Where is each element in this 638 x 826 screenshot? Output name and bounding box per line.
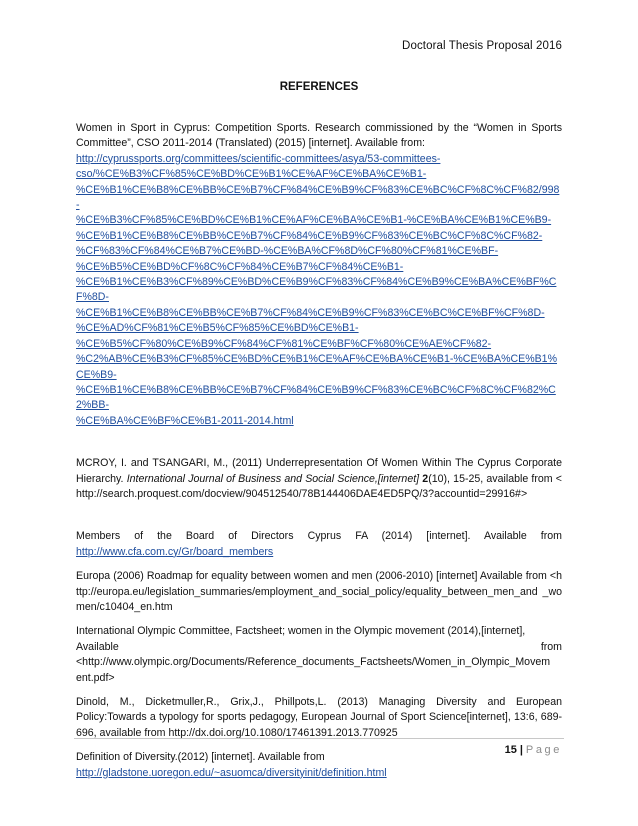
reference-europa-roadmap <box>76 569 562 615</box>
reference-line: <http://www.olympic.org/Documents/Reference_documents_Factsheets/Women_in_Olympic_Movem <box>76 656 551 669</box>
link-line: cso/%CE%B3%CF%85%CE%BD%CE%B1%CE%AF%CE%BA%CE%B1- <box>76 168 427 181</box>
reference-authors: MCROY, I. and TSANGARI, M., (2011) Underrepresentation Of Women Within The Cyprus Corporate Hierarchy. <box>76 457 562 485</box>
reference-text: Europa (2006) Roadmap for equality between women and men (2006-2010) [internet] Available from <http://europa.eu/legislation_summaries/employment_and_social_policy/equality_between_men_and _women/c10404_en.htm <box>76 570 562 613</box>
reference-link[interactable]: http://www.cfa.com.cy/Gr/board_members <box>76 545 274 558</box>
reference-women-in-sport-cyprus <box>76 121 562 429</box>
link-line: %CE%B1%CE%B8%CE%BB%CE%B7%CF%84%CE%B9%CF%83%CE%BC%CF%8C%CF%82/998- <box>76 183 560 212</box>
link-line: %C2%AB%CE%B3%CF%85%CE%BD%CE%B1%CE%AF%CE%BA%CE%B1-%CE%BA%CE%B1%CE%B9- <box>76 353 557 381</box>
link-line: %CE%BA%CE%BF%CE%B1-2011-2014.html <box>76 414 294 427</box>
reference-ioc-factsheet <box>76 624 562 686</box>
reference-mcroy-tsangari <box>76 456 562 502</box>
link-line: %CE%B1%CE%B3%CF%89%CE%BD%CE%B9%CF%83%CF%84%CE%B9%CE%BA%CE%BF%CF%8D- <box>76 276 557 304</box>
page-header: Doctoral Thesis Proposal 2016 <box>402 40 562 52</box>
reference-text: Dinold, M., Dicketmuller,R., Grix,J., Phillpots,L. (2013) Managing Diversity and European Policy:Towards a typology for sports pedagogy, European Journal of Sport Science[internet], 13:6, 689-696, available from http://dx.doi.org/10.1080/17461391.2013.770925 <box>76 696 562 739</box>
link-line: http://cyprussports.org/committees/scientific-committees/asya/53-committees- <box>76 152 441 165</box>
reference-dinold <box>76 695 562 741</box>
references-heading: REFERENCES <box>279 81 359 93</box>
link-line: %CE%B5%CF%80%CE%B9%CF%84%CF%81%CE%BF%CF%80%CE%AE%CF%82- <box>76 337 492 350</box>
reference-text: Definition of Diversity.(2012) [internet]. Available from <box>76 751 325 764</box>
link-line: %CE%B1%CE%B8%CE%BB%CE%B7%CF%84%CE%B9%CF%83%CE%BC%CE%BF%CF%8D- <box>76 306 545 319</box>
page-number: 15 <box>504 744 517 756</box>
reference-details: (10), 15-25, available from <http://search.proquest.com/docview/904512540/78B144406DAE4ED5PQ/3?accountid=29916#> <box>76 472 562 500</box>
footer-divider <box>74 738 564 739</box>
reference-text: Women in Sport in Cyprus: Competition Sports. Research commissioned by the “Women in Sports Committee”, CSO 2011-2014 (Translated) (2015) [internet]. Available from: <box>76 122 562 150</box>
reference-text <box>76 456 562 502</box>
link-line: %CE%B1%CE%B8%CE%BB%CE%B7%CF%84%CE%B9%CF%83%CE%BC%CF%8C%CF%82- <box>76 229 543 242</box>
available-label: Available <box>76 640 119 653</box>
link-line: %CE%B1%CE%B8%CE%BB%CE%B7%CF%84%CE%B9%CF%83%CE%BC%CF%8C%CF%82%C2%BB- <box>76 383 556 412</box>
reference-line: ent.pdf> <box>76 671 115 684</box>
reference-cyprus-fa <box>76 529 562 560</box>
reference-line <box>76 640 562 655</box>
reference-text: Members of the Board of Directors Cyprus FA (2014) [internet]. Available from <box>76 530 562 543</box>
reference-link[interactable] <box>76 152 562 429</box>
link-line: %CE%B5%CE%BD%CF%8C%CF%84%CE%B7%CF%84%CE%B1- <box>76 260 404 273</box>
link-line: %CE%B3%CF%85%CE%BD%CE%B1%CE%AF%CE%BA%CE%B1-%CE%BA%CE%B1%CE%B9- <box>76 214 552 227</box>
reference-link[interactable]: http://gladstone.uoregon.edu/~asuomca/diversityinit/definition.html <box>76 766 387 779</box>
journal-title: International Journal of Business and Social Science,[internet] <box>126 472 420 485</box>
page-label: Page <box>525 744 562 756</box>
reference-line: International Olympic Committee, Factsheet; women in the Olympic movement (2014),[internet], <box>76 625 526 638</box>
journal-volume: 2 <box>419 472 429 485</box>
reference-definition-diversity <box>76 750 562 781</box>
references-list <box>76 121 562 781</box>
page-footer <box>505 744 562 756</box>
link-line: %CF%83%CF%84%CE%B7%CE%BD-%CE%BA%CF%8D%CF%80%CF%81%CE%BF- <box>76 245 499 258</box>
footer-separator: | <box>519 744 523 756</box>
link-line: %CE%AD%CF%81%CE%B5%CF%85%CE%BD%CE%B1- <box>76 322 359 335</box>
from-label: from <box>540 640 562 653</box>
